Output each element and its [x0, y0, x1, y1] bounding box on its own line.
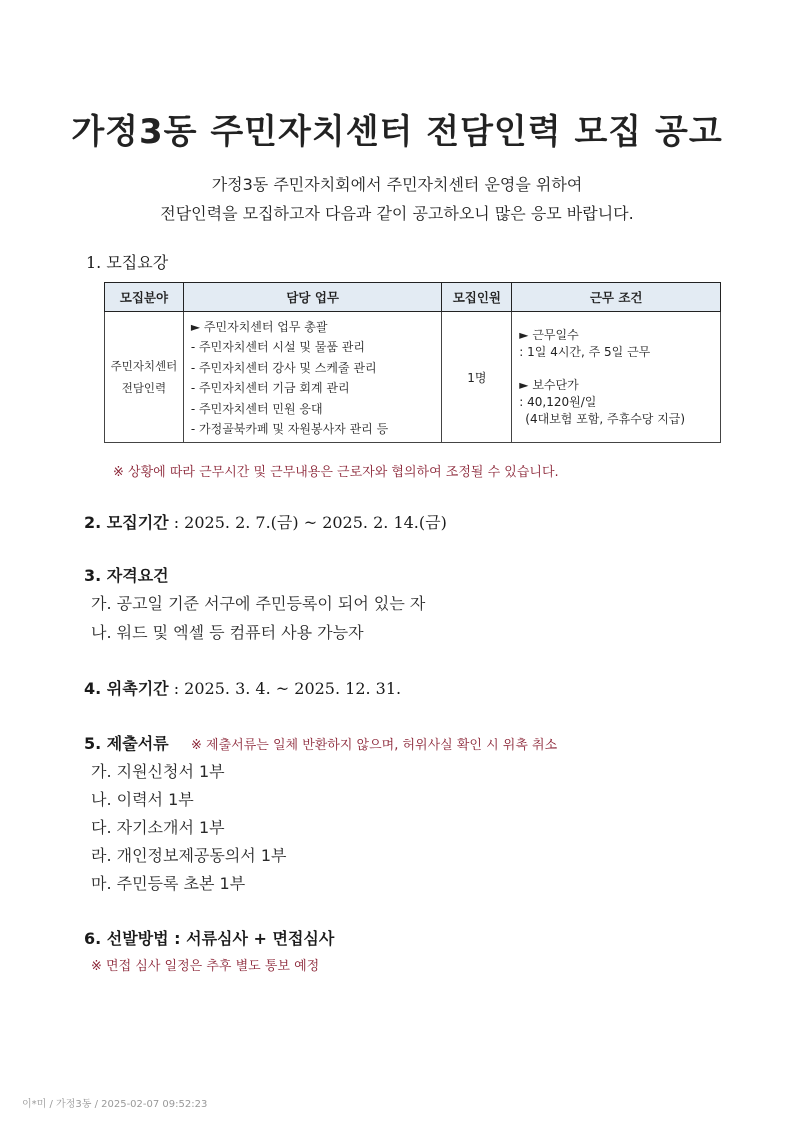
spacer [519, 361, 719, 377]
duty-item: - 주민자치센터 강사 및 스케줄 관리 [190, 360, 377, 375]
section-3 [84, 563, 169, 586]
section-6 [84, 926, 334, 949]
cell-duties [183, 312, 442, 443]
section-4 [84, 676, 401, 699]
intro-line-1: 가정3동 주민자치회에서 주민자치센터 운영을 위하여 [211, 175, 583, 194]
table-row [105, 312, 721, 443]
pay-note: (4대보험 포함, 주휴수당 지급) [525, 411, 686, 426]
header-headcount: 모집인원 [442, 283, 512, 312]
pay-value: : 40,120원/일 [519, 394, 597, 409]
document-item: 다. 자기소개서 1부 [91, 818, 225, 837]
document-item: 나. 이력서 1부 [91, 790, 194, 809]
conditions-block [513, 327, 719, 428]
document-item: 마. 주민등록 초본 1부 [91, 874, 246, 893]
section-2 [84, 510, 447, 533]
section-2-heading: 2. 모집기간 [84, 513, 169, 532]
recruitment-period: : 2025. 2. 7.(금) ~ 2025. 2. 14.(금) [168, 513, 447, 532]
cell-headcount: 1명 [442, 312, 512, 443]
section-5 [84, 731, 169, 754]
cell-field [105, 312, 184, 443]
work-days-label: ► 근무일수 [519, 327, 579, 342]
duty-item: - 주민자치센터 기금 회계 관리 [190, 381, 350, 395]
section-3-heading: 3. 자격요건 [84, 566, 169, 585]
cell-conditions [512, 312, 721, 443]
header-conditions: 근무 조건 [512, 283, 721, 312]
field-line-1: 주민자치센터 [110, 359, 178, 373]
duty-item: ► 주민자치센터 업무 총괄 [190, 319, 328, 334]
duty-item: - 가정골북카페 및 자원봉사자 관리 등 [190, 422, 389, 436]
table-header-row [105, 283, 721, 312]
recruitment-table [104, 282, 721, 443]
document-item: 라. 개인정보제공동의서 1부 [91, 846, 287, 865]
qualification-item: 나. 워드 및 엑셀 등 컴퓨터 사용 가능자 [91, 623, 364, 642]
intro-line-2: 전담인력을 모집하고자 다음과 같이 공고하오니 많은 응모 바랍니다. [160, 204, 634, 223]
section-5-heading: 5. 제출서류 [84, 734, 169, 753]
work-days-value: : 1일 4시간, 주 5일 근무 [519, 344, 651, 359]
qualification-item: 가. 공고일 기준 서구에 주민등록이 되어 있는 자 [91, 594, 426, 613]
page-title: 가정3동 주민자치센터 전담인력 모집 공고 [71, 112, 723, 152]
field-line-2: 전담인력 [121, 381, 167, 395]
section-1-note: ※ 상황에 따라 근무시간 및 근무내용은 근로자와 협의하여 조정될 수 있습니다. [113, 465, 559, 480]
pay-label: ► 보수단가 [519, 377, 579, 392]
header-duties: 담당 업무 [183, 283, 442, 312]
selection-method: : 서류심사 + 면접심사 [168, 929, 335, 948]
document-item: 가. 지원신청서 1부 [91, 762, 225, 781]
duty-item: - 주민자치센터 민원 응대 [190, 401, 323, 416]
section-1-heading: 1. 모집요강 [86, 253, 169, 272]
section-6-note: ※ 면접 심사 일정은 추후 별도 통보 예정 [91, 959, 320, 974]
section-5-note: ※ 제출서류는 일체 반환하지 않으며, 허위사실 확인 시 위촉 취소 [191, 738, 558, 753]
duty-item: - 주민자치센터 시설 및 물품 관리 [190, 340, 365, 354]
commission-period: : 2025. 3. 4. ~ 2025. 12. 31. [168, 679, 402, 698]
header-field: 모집분야 [105, 283, 184, 312]
print-footer: 이*미 / 가정3동 / 2025-02-07 09:52:23 [22, 1099, 208, 1110]
duties-list [185, 315, 441, 440]
section-4-heading: 4. 위촉기간 [84, 679, 169, 698]
section-6-heading: 6. 선발방법 [84, 929, 169, 948]
